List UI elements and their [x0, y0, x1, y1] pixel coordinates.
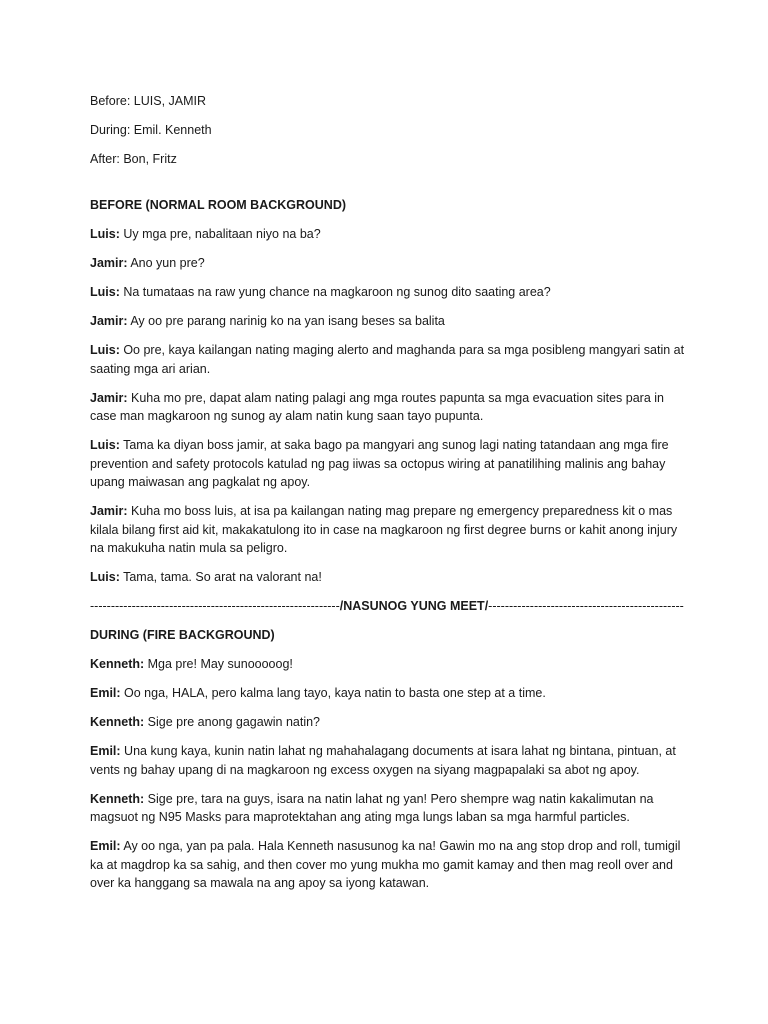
dialogue-text: Ay oo nga, yan pa pala. Hala Kenneth nasusunog ka na! Gawin mo na ang stop drop and roll, tumigil ka at magdrop ka sa sahig, and then cover mo yung mukha mo gamit kamay and then mag reoll over and over ka hanggang sa mawala na ang apoy sa iyong katawan.: [90, 839, 681, 890]
speaker-name: Luis:: [90, 285, 120, 299]
dialogue-text: Tama ka diyan boss jamir, at saka bago pa mangyari ang sunog lagi nating tatandaan ang mga fire prevention and safety protocols katulad ng pag iiwas sa octopus wiring at panatilihing malinis ang bahay upang maiwasan ang pagkalat ng apoy.: [90, 438, 669, 489]
speaker-name: Emil:: [90, 686, 121, 700]
dialogue-text: Sige pre, tara na guys, isara na natin lahat ng yan! Pero shempre wag natin kakalimutan na magsuot ng N95 Masks para maprotektahan ang ating mga lungs laban sa mga harmful particles.: [90, 791, 654, 824]
cast-during: During: Emil. Kenneth: [90, 123, 212, 137]
during-dialogue: [90, 655, 690, 893]
speaker-name: Jamir:: [90, 504, 128, 518]
dialogue-text: Ay oo pre parang narinig ko na yan isang beses sa balita: [127, 314, 445, 328]
speaker-name: Luis:: [90, 227, 120, 241]
dialogue-line: [90, 436, 690, 492]
dialogue-text: Tama, tama. So arat na valorant na!: [119, 570, 322, 584]
dialogue-line: [90, 389, 690, 426]
dialogue-text: Kuha mo boss luis, at isa pa kailangan nating mag prepare ng emergency preparedness kit o mas kilala bilang first aid kit, makakatulong ito in case na magkaroon ng first degree burns or kahit anong injury na makukuha natin mula sa peligro.: [90, 504, 678, 555]
speaker-name: Luis:: [90, 438, 120, 452]
scene-separator: [90, 597, 690, 616]
during-heading: DURING (FIRE BACKGROUND): [90, 628, 275, 642]
dialogue-line: [90, 502, 690, 558]
cast-before: Before: LUIS, JAMIR: [90, 94, 207, 108]
speaker-name: Kenneth:: [90, 657, 145, 671]
script-document: [90, 92, 690, 903]
speaker-name: Kenneth:: [90, 791, 145, 806]
dialogue-text: Mga pre! May sunooooog!: [144, 657, 293, 671]
cast-after: After: Bon, Fritz: [90, 152, 177, 166]
dialogue-line: [90, 655, 690, 674]
dialogue-line: [90, 283, 690, 302]
spacer: [90, 179, 690, 196]
dialogue-text: Uy mga pre, nabalitaan niyo na ba?: [119, 227, 321, 241]
dialogue-text: Ano yun pre?: [127, 256, 205, 270]
speaker-name: Jamir:: [90, 314, 128, 328]
dialogue-line: [90, 684, 690, 703]
dialogue-text: Una kung kaya, kunin natin lahat ng mahahalagang documents at isara lahat ng bintana, pintuan, at vents ng bahay upang di na magkaroon ng excess oxygen na siyang magpapalaki sa abot ng apoy.: [90, 744, 676, 777]
dialogue-line: [90, 254, 690, 273]
dialogue-line: [90, 713, 690, 732]
dialogue-line: [90, 742, 690, 779]
dialogue-text: Kuha mo pre, dapat alam nating palagi ang mga routes papunta sa mga evacuation sites para in case man magkaroon ng sunog ay alam natin kung saan tayo pupunta.: [90, 390, 664, 423]
dialogue-line: [90, 225, 690, 244]
speaker-name: Jamir:: [90, 256, 128, 270]
speaker-name: Emil:: [90, 744, 121, 758]
before-heading: BEFORE (NORMAL ROOM BACKGROUND): [90, 198, 347, 212]
separator-dashes-right: -----------------------------------------------: [488, 599, 684, 613]
dialogue-text: Oo nga, HALA, pero kalma lang tayo, kaya natin to basta one step at a time.: [120, 686, 546, 700]
dialogue-line: [90, 790, 690, 827]
speaker-name: Luis:: [90, 343, 120, 357]
separator-dashes-left: ------------------------------------------------------------: [90, 599, 340, 613]
speaker-name: Kenneth:: [90, 715, 145, 729]
dialogue-line: [90, 837, 690, 893]
speaker-name: Jamir:: [90, 390, 128, 405]
dialogue-text: Oo pre, kaya kailangan nating maging alerto and maghanda para sa mga posibleng mangyari satin at saating mga ari arian.: [90, 343, 685, 376]
speaker-name: Emil:: [90, 839, 121, 853]
dialogue-line: [90, 341, 690, 378]
dialogue-text: Na tumataas na raw yung chance na magkaroon ng sunog dito saating area?: [119, 285, 551, 299]
speaker-name: Luis:: [90, 570, 120, 584]
before-dialogue: [90, 225, 690, 587]
dialogue-text: Sige pre anong gagawin natin?: [144, 715, 321, 729]
dialogue-line: [90, 568, 690, 587]
dialogue-line: [90, 312, 690, 331]
separator-label: /NASUNOG YUNG MEET/: [339, 599, 489, 613]
